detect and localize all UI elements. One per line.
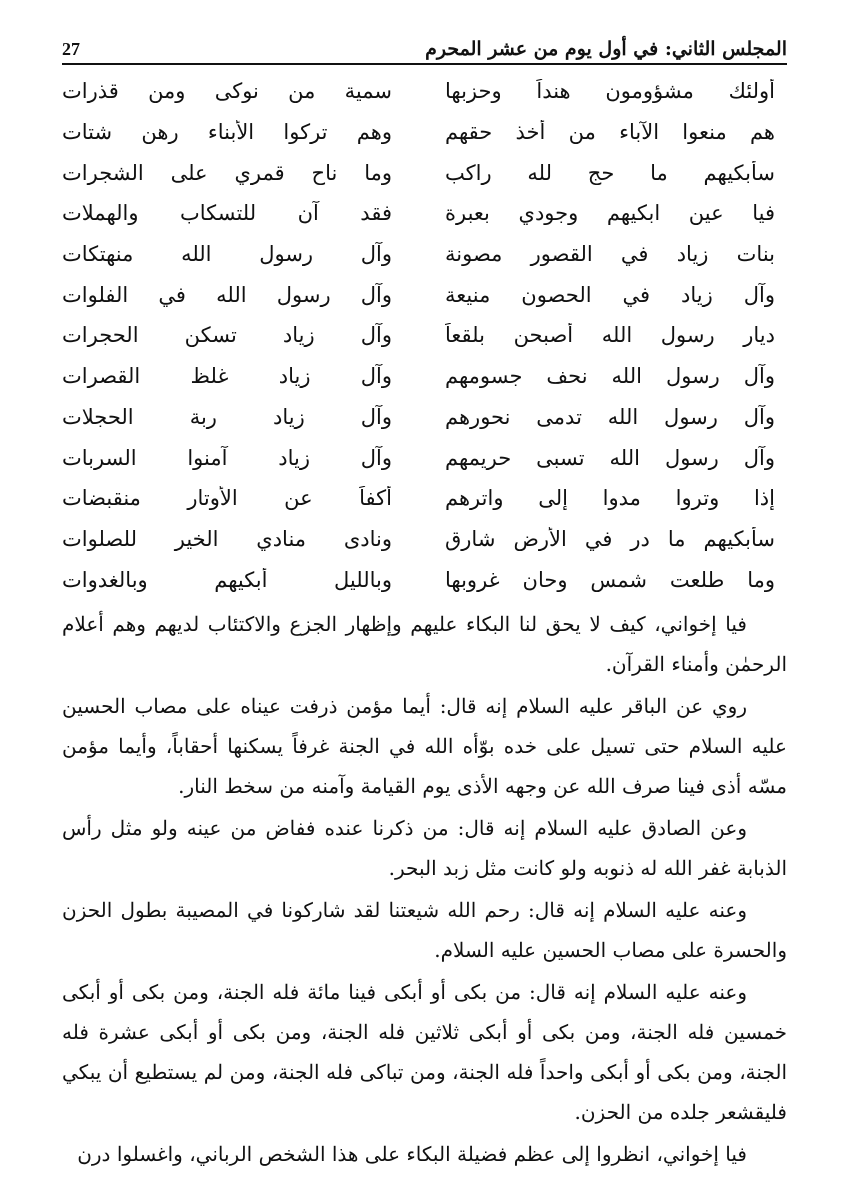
- verse-first-hemistich: وآل زياد في الحصون منيعة: [445, 282, 775, 307]
- verse-second-hemistich: وبالليل أبكيهم وبالغدوات: [62, 567, 392, 592]
- paragraph: فيا إخواني، كيف لا يحق لنا البكاء عليهم وإظهار الجزع والاكتئاب لديهم وهم أعلام الرحمٰن وأمناء القرآن.: [62, 611, 787, 676]
- verse-first-hemistich: بنات زياد في القصور مصونة: [445, 242, 775, 267]
- verse-first-hemistich: سأبكيهم ما در في الأرض شارق: [445, 526, 775, 551]
- paragraph: وعنه عليه السلام إنه قال: من بكى أو أبكى فينا مائة فله الجنة، ومن بكى أو أبكى خمسين فله الجنة، ومن بكى أو أبكى ثلاثين فله الجنة، ومن بكى أو أبكى عشرة فله الجنة، ومن بكى أو أبكى واحداً فله الجنة، ومن تباكى فله الجنة، ومن لم يستطيع أن يبكي فليقشعر جلده من الحزن.: [62, 979, 787, 1124]
- verse-second-hemistich: وآل زياد تسكن الحجرات: [62, 323, 392, 348]
- verse-first-hemistich: سأبكيهم ما حج لله راكب: [445, 160, 775, 185]
- verse: [62, 112, 787, 153]
- verse: [62, 478, 787, 519]
- paragraph: روي عن الباقر عليه السلام إنه قال: أيما مؤمن ذرفت عيناه على مصاب الحسين عليه السلام حتى تسيل على خده بوّأه الله في الجنة غرفاً يسكنها أحقاباً، وأيما مؤمن مسّه أذى فينا صرف الله عن وجهه الأذى يوم القيامة وآمنه من سخط النار.: [62, 693, 787, 798]
- verse-second-hemistich: وآل رسول الله في الفلوات: [62, 282, 392, 307]
- running-header: [62, 30, 787, 65]
- paragraph: وعن الصادق عليه السلام إنه قال: من ذكرنا عنده ففاض من عينه ولو مثل رأس الذبابة غفر الله له ذنوبه ولو كانت مثل زبد البحر.: [62, 815, 787, 880]
- verse: [62, 71, 787, 112]
- verse: [62, 437, 787, 478]
- verse-second-hemistich: وآل زياد غلظ القصرات: [62, 364, 392, 389]
- verse: [62, 397, 787, 438]
- verse: [62, 519, 787, 560]
- verse: [62, 274, 787, 315]
- verse-first-hemistich: وآل رسول الله تدمى نحورهم: [445, 404, 775, 429]
- verse-second-hemistich: ونادى منادي الخير للصلوات: [62, 526, 392, 551]
- verse-first-hemistich: فيا عين ابكيهم وجودي بعبرة: [445, 201, 775, 226]
- chapter-title: المجلس الثاني: في أول يوم من عشر المحرم: [425, 38, 787, 60]
- verse-second-hemistich: أكفاً عن الأوتار منقبضات: [62, 486, 392, 511]
- verse: [62, 234, 787, 275]
- verse: [62, 152, 787, 193]
- verse-second-hemistich: وآل زياد ربة الحجلات: [62, 404, 392, 429]
- verse-first-hemistich: وآل رسول الله تسبى حريمهم: [445, 445, 775, 470]
- verse-first-hemistich: وآل رسول الله نحف جسومهم: [445, 364, 775, 389]
- verse: [62, 315, 787, 356]
- verse: [62, 559, 787, 600]
- verse-second-hemistich: فقد آن للتسكاب والهملات: [62, 201, 392, 226]
- paragraph: فيا إخواني، انظروا إلى عظم فضيلة البكاء على هذا الشخص الرباني، واغسلوا درن: [77, 1141, 747, 1166]
- verse-first-hemistich: ديار رسول الله أصبحن بلقعاً: [445, 323, 775, 348]
- poem: [62, 71, 787, 600]
- verse-first-hemistich: هم منعوا الآباء من أخذ حقهم: [445, 120, 775, 145]
- verse-second-hemistich: وهم تركوا الأبناء رهن شتات: [62, 120, 392, 145]
- verse-first-hemistich: إذا وتروا مدوا إلى واترهم: [445, 486, 775, 511]
- verse-second-hemistich: وما ناح قمري على الشجرات: [62, 160, 392, 185]
- prose-body: [62, 604, 787, 1174]
- paragraph: وعنه عليه السلام إنه قال: رحم الله شيعتنا لقد شاركونا في المصيبة بطول الحزن والحسرة على مصاب الحسين عليه السلام.: [62, 897, 787, 962]
- page-number: 27: [62, 39, 80, 59]
- verse-second-hemistich: وآل زياد آمنوا السربات: [62, 445, 392, 470]
- verse-first-hemistich: أولئك مشؤومون هنداً وحزبها: [445, 79, 775, 104]
- verse: [62, 193, 787, 234]
- verse-second-hemistich: وآل رسول الله منهتكات: [62, 242, 392, 267]
- verse: [62, 356, 787, 397]
- verse-first-hemistich: وما طلعت شمس وحان غروبها: [445, 567, 775, 592]
- verse-second-hemistich: سمية من نوكى ومن قذرات: [62, 79, 392, 104]
